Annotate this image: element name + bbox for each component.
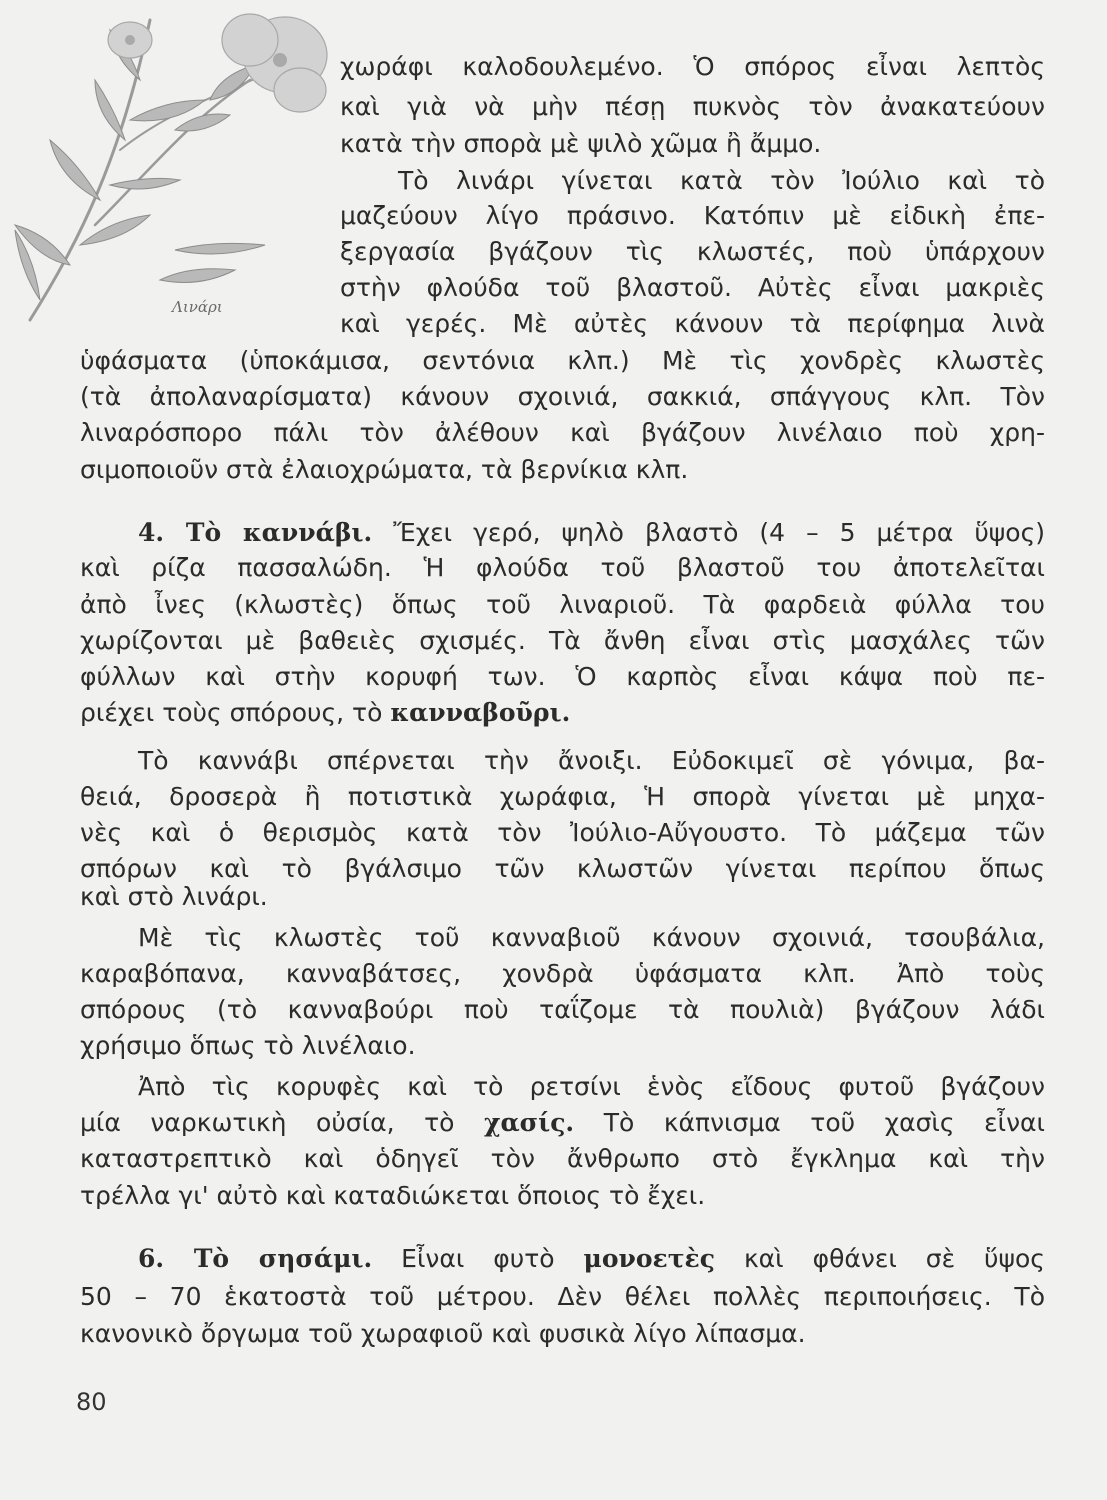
text-line: χρήσιμο ὅπως τὸ λινέλαιο.: [80, 1031, 416, 1060]
figure-caption: Λινάρι: [172, 298, 223, 316]
bold-term: μονοετὲς: [583, 1244, 715, 1273]
text-line: Μὲ τὶς κλωστὲς τοῦ κανναβιοῦ κάνουν σχοινιά, τσουβάλια,: [138, 923, 1045, 952]
text-line: ὑφάσματα (ὑποκάμισα, σεντόνια κλπ.) Μὲ τὶς χονδρὲς κλωστὲς: [80, 346, 1045, 375]
text-line: σιμοποιοῦν στὰ ἐλαιοχρώματα, τὰ βερνίκια κλπ.: [80, 455, 689, 484]
section-heading: 4. Τὸ καννάβι.: [138, 518, 373, 547]
text-line: κατὰ τὴν σπορὰ μὲ ψιλὸ χῶμα ἢ ἄμμο.: [340, 129, 822, 158]
text-line: καὶ γερές. Μὲ αὐτὲς κάνουν τὰ περίφημα λινὰ: [340, 309, 1045, 338]
flax-plant-illustration: [0, 0, 340, 340]
text-line: καταστρεπτικὸ καὶ ὁδηγεῖ τὸν ἄνθρωπο στὸ ἔγκλημα καὶ τὴν: [80, 1144, 1045, 1173]
section-heading: 6. Τὸ σησάμι.: [138, 1244, 373, 1273]
text-line: μία ναρκωτικὴ οὐσία, τὸ χασίς. Τὸ κάπνισμα τοῦ χασὶς εἶναι: [80, 1108, 1045, 1137]
bold-term: χασίς.: [484, 1108, 575, 1137]
text-line: φύλλων καὶ στὴν κορυφή των. Ὁ καρπὸς εἶναι κάψα ποὺ πε-: [80, 662, 1045, 691]
text-line: 4. Τὸ καννάβι. Ἔχει γερό, ψηλὸ βλαστὸ (4 – 5 μέτρα ὕψος): [138, 518, 1046, 547]
text-line: χωράφι καλοδουλεμένο. Ὁ σπόρος εἶναι λεπτὸς: [340, 52, 1045, 81]
text-line: ἀπὸ ἶνες (κλωστὲς) ὅπως τοῦ λιναριοῦ. Τὰ φαρδειὰ φύλλα του: [80, 590, 1045, 619]
text-line: στὴν φλούδα τοῦ βλαστοῦ. Αὐτὲς εἶναι μακριὲς: [340, 273, 1045, 302]
text-line: μαζεύουν λίγο πράσινο. Κατόπιν μὲ εἰδικὴ ἐπε-: [340, 201, 1045, 230]
text-line: κανονικὸ ὄργωμα τοῦ χωραφιοῦ καὶ φυσικὰ λίγο λίπασμα.: [80, 1319, 806, 1348]
page-number: 80: [76, 1388, 107, 1416]
text-line: χωρίζονται μὲ βαθειὲς σχισμές. Τὰ ἄνθη εἶναι στὶς μασχάλες τῶν: [80, 626, 1045, 655]
text-line: καραβόπανα, κανναβάτσες, χονδρὰ ὑφάσματα κλπ. Ἀπὸ τοὺς: [80, 959, 1045, 988]
text-line: 50 – 70 ἑκατοστὰ τοῦ μέτρου. Δὲν θέλει πολλὲς περιποιήσεις. Τὸ: [80, 1282, 1045, 1311]
text-line: σπόρων καὶ τὸ βγάλσιμο τῶν κλωστῶν γίνεται περίπου ὅπως: [80, 854, 1045, 883]
text-line: καὶ ρίζα πασσαλώδη. Ἡ φλούδα τοῦ βλαστοῦ του ἀποτελεῖται: [80, 553, 1045, 582]
text-line: τρέλλα γι' αὐτὸ καὶ καταδιώκεται ὅποιος τὸ ἔχει.: [80, 1181, 706, 1210]
text-line: καὶ γιὰ νὰ μὴν πέσῃ πυκνὸς τὸν ἀνακατεύουν: [340, 92, 1045, 121]
text-line: θειά, δροσερὰ ἢ ποτιστικὰ χωράφια, Ἡ σπορὰ γίνεται μὲ μηχα-: [80, 782, 1045, 811]
text-line: ριέχει τοὺς σπόρους, τὸ κανναβοῦρι.: [80, 698, 571, 727]
text-line: ξεργασία βγάζουν τὶς κλωστές, ποὺ ὑπάρχουν: [340, 237, 1045, 266]
text-line: Ἀπὸ τὶς κορυφὲς καὶ τὸ ρετσίνι ἑνὸς εἴδους φυτοῦ βγάζουν: [138, 1072, 1045, 1101]
text-line: Τὸ λινάρι γίνεται κατὰ τὸν Ἰούλιο καὶ τὸ: [398, 166, 1045, 195]
text-line: 6. Τὸ σησάμι. Εἶναι φυτὸ μονοετὲς καὶ φθάνει σὲ ὕψος: [138, 1244, 1045, 1273]
bold-term: κανναβοῦρι.: [390, 698, 571, 727]
text-line: (τὰ ἀπολαναρίσματα) κάνουν σχοινιά, σακκιά, σπάγγους κλπ. Τὸν: [80, 382, 1045, 411]
text-line: νὲς καὶ ὁ θερισμὸς κατὰ τὸν Ἰούλιο-Αὔγουστο. Τὸ μάζεμα τῶν: [80, 818, 1045, 847]
text-line: καὶ στὸ λινάρι.: [80, 882, 268, 911]
text-line: λιναρόσπορο πάλι τὸν ἀλέθουν καὶ βγάζουν λινέλαιο ποὺ χρη-: [80, 418, 1045, 447]
text-line: σπόρους (τὸ κανναβούρι ποὺ ταΐζομε τὰ πουλιὰ) βγάζουν λάδι: [80, 995, 1045, 1024]
text-line: Τὸ καννάβι σπέρνεται τὴν ἄνοιξι. Εὐδοκιμεῖ σὲ γόνιμα, βα-: [138, 746, 1045, 775]
